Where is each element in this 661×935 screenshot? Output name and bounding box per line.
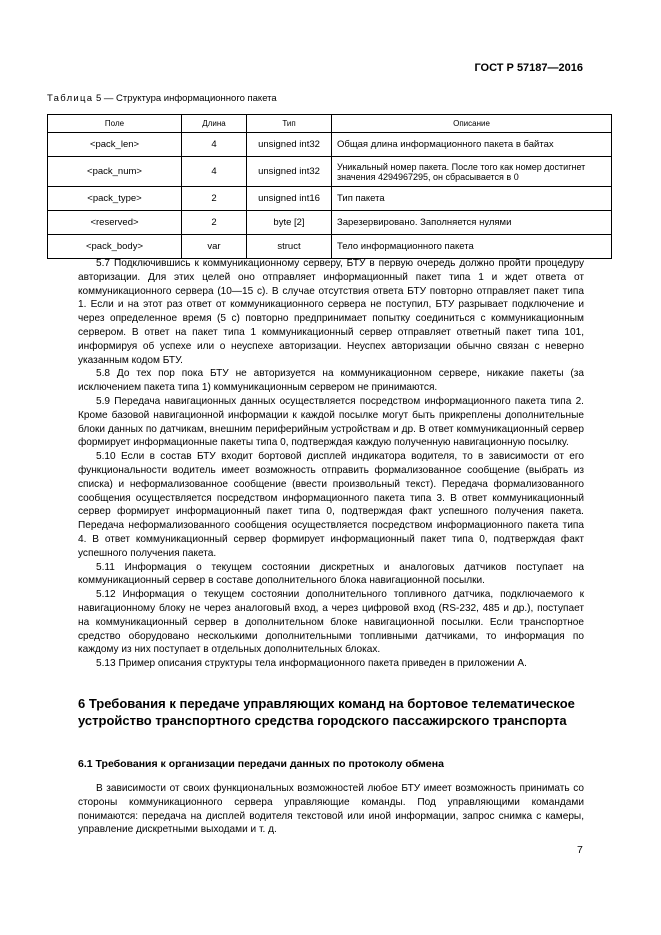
table-row (48, 211, 612, 235)
paragraph-5-12: 5.12 Информация о текущем состоянии дополнительного топливного датчика, подключаемого к навигационному блоку не через аналоговый вход, а через цифровой вход (RS-232, 485 и др.), поступает на коммуникационный сервер в дополнительном блоке навигационной посылки. Если транспортное средство оборудовано несколькими дополнительными топливными датчиками, то информация по каждому из них поступает в отдельных дополнительных блоках. (78, 589, 584, 656)
paragraph-5-7: 5.7 Подключившись к коммуникационному серверу, БТУ в первую очередь должно пройти процедуру авторизации. Для этих целей оно отправляет информационный пакет типа 1 и ждет ответа от коммуникационного сервера (10—15 с). В случае отсутствия ответа БТУ повторно отправляет пакет типа 1. Если и на этот раз ответ от коммуникационного сервера не поступил, БТУ разрывает подключение и через определенное время (5 с) повторно предпринимает попытку соединиться с коммуникационным сервером. В ответ на пакет типа 1 коммуникационный сервер отправляет ответный пакет типа 101, информируя об успехе или о неуспехе авторизации. Неуспех авторизации обычно связан с неверно указанным кодом БТУ. (78, 258, 584, 366)
table-caption-prefix: Таблица (47, 93, 94, 104)
paragraph-5-11: 5.11 Информация о текущем состоянии дискретных и аналоговых датчиков поступает на коммуникационный сервер в составе дополнительного блока навигационной посылки. (78, 561, 584, 587)
table-row (48, 157, 612, 187)
paragraph-5-13: 5.13 Пример описания структуры тела информационного пакета приведен в приложении А. (96, 658, 527, 670)
cell-field: <pack_len> (48, 133, 182, 157)
cell-type: unsigned int16 (247, 187, 332, 211)
cell-description: Зарезервировано. Заполняется нулями (332, 211, 612, 235)
page-number: 7 (577, 844, 583, 856)
cell-field: <pack_num> (48, 157, 182, 187)
cell-length: var (182, 235, 247, 259)
cell-type: struct (247, 235, 332, 259)
cell-length: 4 (182, 157, 247, 187)
cell-type: unsigned int32 (247, 157, 332, 187)
cell-type: byte [2] (247, 211, 332, 235)
cell-length: 4 (182, 133, 247, 157)
cell-field: <pack_type> (48, 187, 182, 211)
table-caption-text: 5 — Структура информационного пакета (96, 93, 277, 104)
table-row (48, 187, 612, 211)
cell-field: <reserved> (48, 211, 182, 235)
column-header-length: Длина (182, 115, 247, 133)
column-header-type: Тип (247, 115, 332, 133)
cell-description: Тип пакета (332, 187, 612, 211)
column-header-description: Описание (332, 115, 612, 133)
cell-type: unsigned int32 (247, 133, 332, 157)
section-6-1-body (78, 782, 584, 837)
paragraph-6-1: В зависимости от своих функциональных возможностей любое БТУ имеет возможность принимать со стороны коммуникационного сервера управляющие команды. Под управляющими командами понимаются: передача на дисплей водителя текстовой или иной информации, запрос снимка с камеры, управление дискретными выходами и т. д. (78, 783, 584, 836)
column-header-field: Поле (48, 115, 182, 133)
cell-length: 2 (182, 211, 247, 235)
cell-field: <pack_body> (48, 235, 182, 259)
table-caption (47, 93, 277, 104)
table-header-row (48, 115, 612, 133)
section-6-heading: 6 Требования к передаче управляющих команд на бортовое телематическое устройство транспортного средства городского пассажирского транспорта (78, 696, 575, 728)
table-row (48, 133, 612, 157)
paragraph-5-9: 5.9 Передача навигационных данных осуществляется посредством информационного пакета типа 2. Кроме базовой навигационной информации к каждой посылке могут быть прикреплены дополнительные блоки данных по датчикам, внешним периферийным устройствам и др. В ответ коммуникационный сервер формирует информационные пакеты типа 0, подтверждая каждую полученную навигационную посылку. (78, 395, 584, 449)
subsection-6-1-heading: 6.1 Требования к организации передачи данных по протоколу обмена (78, 758, 444, 770)
cell-description: Общая длина информационного пакета в байтах (332, 133, 612, 157)
document-header: ГОСТ Р 57187—2016 (474, 62, 583, 74)
packet-structure-table (47, 114, 612, 259)
paragraph-5-8: 5.8 До тех пор пока БТУ не авторизуется на коммуникационном сервере, никакие пакеты (за исключением пакета типа 1) коммуникационным сервером не принимаются. (78, 368, 584, 394)
cell-length: 2 (182, 187, 247, 211)
section-5-body (78, 257, 584, 671)
cell-description: Уникальный номер пакета. После того как номер достигнет значения 4294967295, он сбрасывается в 0 (332, 157, 612, 187)
paragraph-5-10: 5.10 Если в состав БТУ входит бортовой дисплей индикатора водителя, то в зависимости от его функциональности водитель имеет возможность отправить формализованное сообщение (выбрать из списка) и неформализованное сообщение (ввести произвольный текст). Передача формализованного сообщения осуществляется посредством информационного пакета типа 3. В ответ коммуникационный сервер формирует информационный пакет типа 0, подтверждая факт успешного получения пакета. Передача неформализованного сообщения осуществляется посредством информационного пакета типа 4. В ответ коммуникационный сервер формирует информационный пакет типа 0, подтверждая факт успешного получения пакета. (78, 451, 584, 559)
table-row (48, 235, 612, 259)
cell-description: Тело информационного пакета (332, 235, 612, 259)
